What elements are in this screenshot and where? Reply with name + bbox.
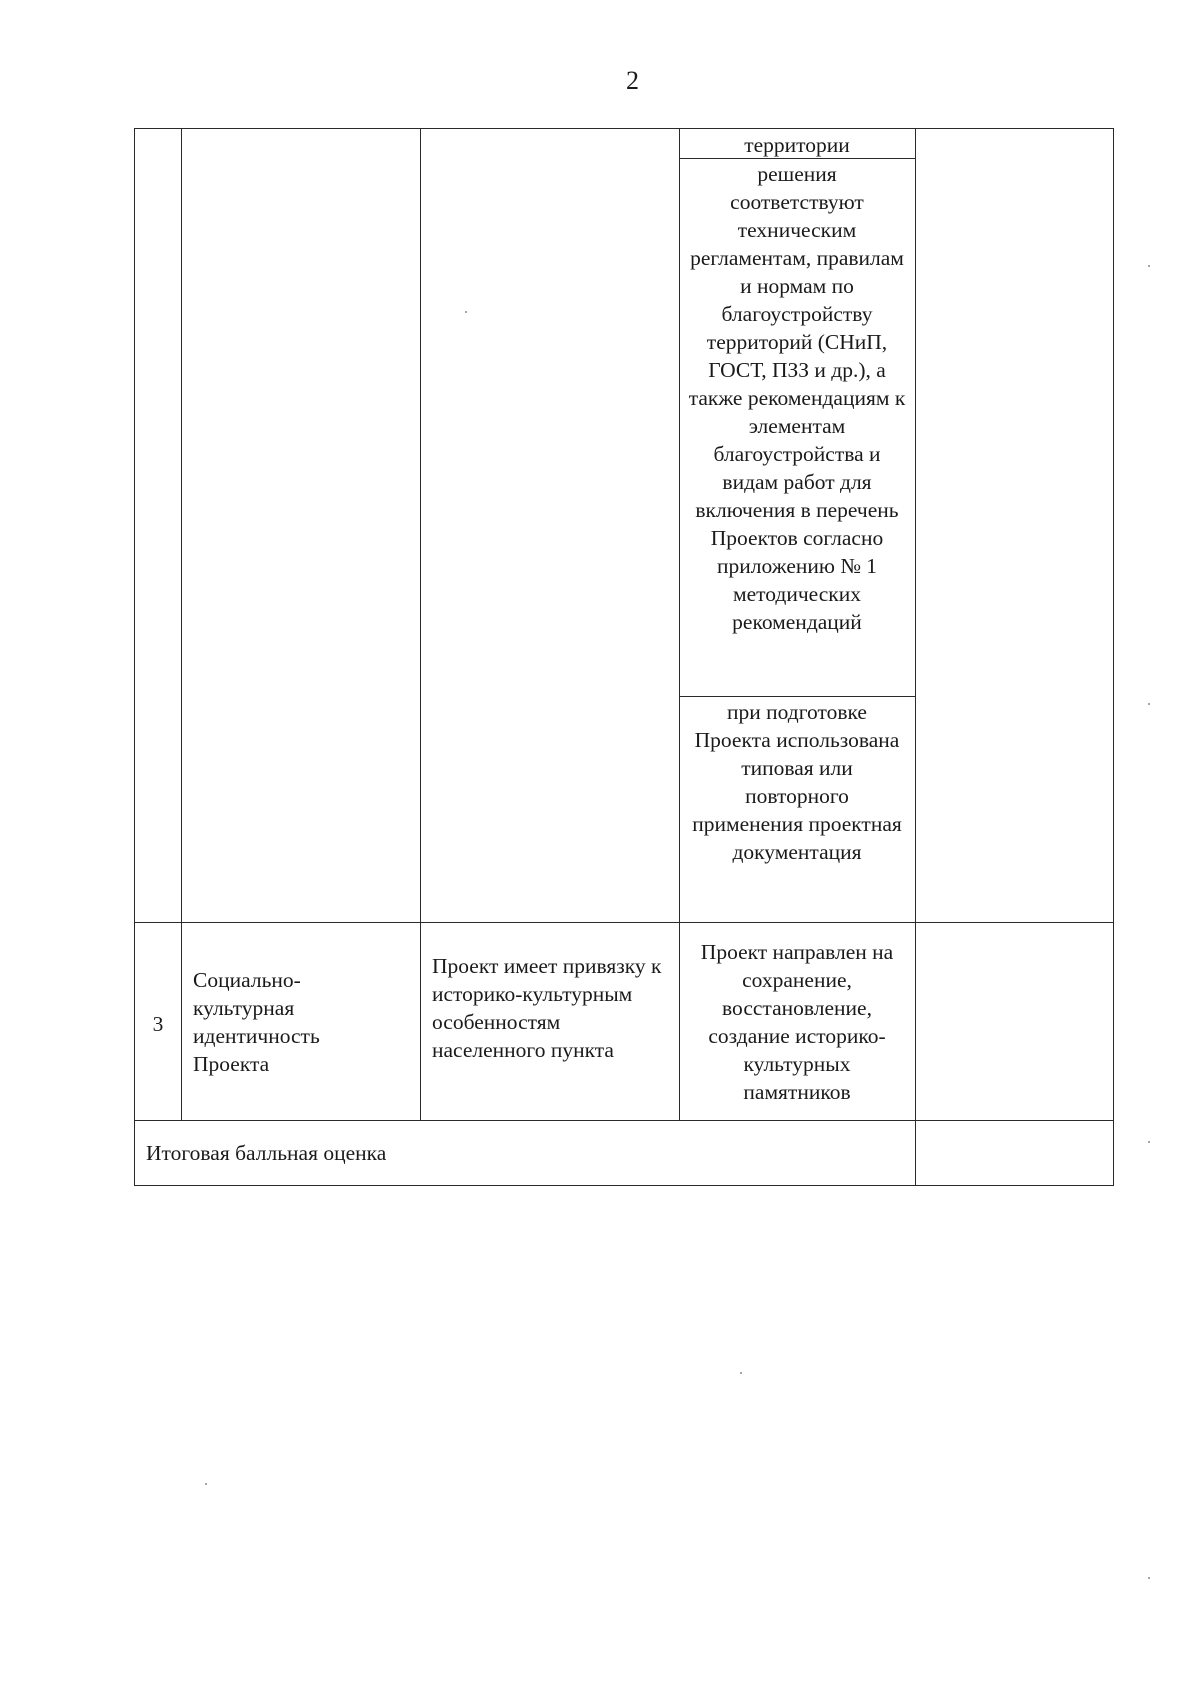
criterion-typical-documentation: при подготовке Проекта использована типовая или повторного применения проектная документация bbox=[692, 700, 902, 864]
scan-speck bbox=[465, 311, 467, 313]
scan-speck bbox=[740, 1372, 742, 1374]
table-right-border bbox=[1113, 128, 1114, 1186]
column-divider bbox=[181, 128, 182, 1121]
criterion-description: Проект имеет привязку к историко-культурным особенностям населенного пункта bbox=[432, 954, 662, 1062]
table-bottom-border bbox=[134, 1185, 1114, 1186]
column-divider bbox=[679, 128, 680, 1121]
column-divider bbox=[420, 128, 421, 1121]
criterion-condition: Проект направлен на сохранение, восстановление, создание историко-культурных памятников bbox=[700, 940, 894, 1104]
page-number: 2 bbox=[626, 66, 639, 95]
scan-speck bbox=[1148, 265, 1150, 267]
scan-speck bbox=[1148, 1141, 1150, 1143]
row-divider bbox=[134, 922, 1114, 923]
scan-speck bbox=[1148, 1577, 1150, 1579]
scan-speck bbox=[1148, 703, 1150, 705]
column-divider bbox=[915, 128, 916, 1186]
criterion-name: Социально-культурная идентичность Проекта bbox=[193, 968, 320, 1076]
criterion-territory: территории bbox=[744, 133, 850, 157]
row-number: 3 bbox=[152, 1012, 164, 1036]
row-divider bbox=[134, 1120, 1114, 1121]
criterion-regulations: решения соответствуют техническим регламентам, правилам и нормам по благоустройству территорий (СНиП, ГОСТ, ПЗЗ и др.), а также рекомендациям к элементам благоустройства и видам работ для включения в перечень Проектов согласно приложению № 1 методических рекомендаций bbox=[688, 162, 906, 634]
scan-speck bbox=[205, 1483, 207, 1485]
table-top-border bbox=[134, 128, 1114, 129]
total-score-label: Итоговая балльная оценка bbox=[146, 1141, 387, 1165]
